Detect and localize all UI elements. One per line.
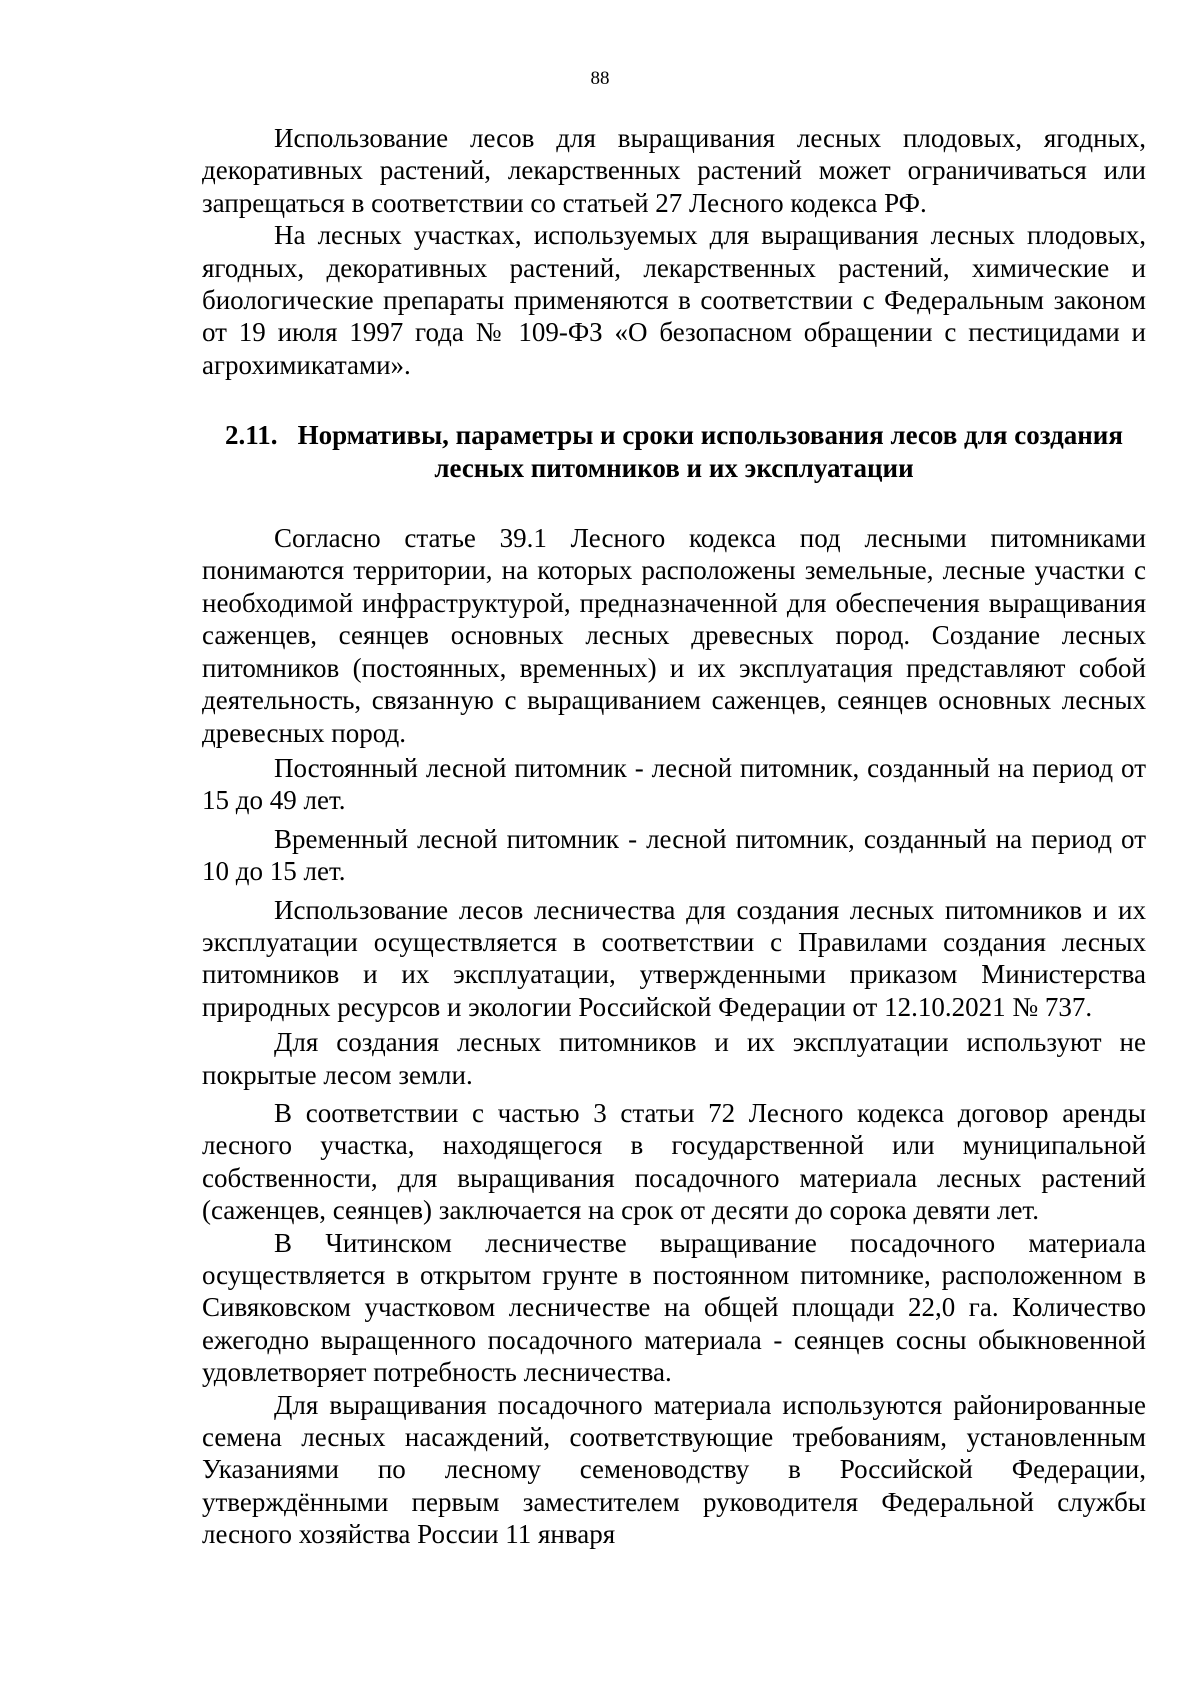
body-paragraph-1: Согласно статье 39.1 Лесного кодекса под лесными питомниками понимаются территории, на которых расположены земельные, лесные участки с необходимой инфраструктурой, предназначенной для обеспечения выращивания саженцев, сеянцев основных лесных древесных пород. Создание лесных питомников (постоянных, временных) и их эксплуатация представляют собой деятельность, связанную с выращиванием саженцев, сеянцев основных лесных древесных пород.: [202, 523, 1146, 748]
intro-paragraph-2: На лесных участках, используемых для выращивания лесных плодовых, ягодных, декоративных растений, лекарственных растений, химические и биологические препараты применяются в соответствии с Федеральным законом от 19 июля 1997 года № 109-ФЗ «О безопасном обращении с пестицидами и агрохимикатами».: [202, 220, 1146, 380]
body-paragraph-7: В Читинском лесничестве выращивание посадочного материала осуществляется в открытом грунте в постоянном питомнике, расположенном в Сивяковском участковом лесничестве на общей площади 22,0 га. Количество ежегодно выращенного посадочного материала - сеянцев сосны обыкновенной удовлетворяет потребность лесничества.: [202, 1227, 1146, 1388]
body-paragraph-6: В соответствии с частью 3 статьи 72 Лесного кодекса договор аренды лесного участка, находящегося в государственной или муниципальной собственности, для выращивания посадочного материала лесных растений (саженцев, сеянцев) заключается на срок от десяти до сорока девяти лет.: [202, 1097, 1146, 1226]
body-paragraph-4: Использование лесов лесничества для создания лесных питомников и их эксплуатации осуществляется в соответствии с Правилами создания лесных питомников и их эксплуатации, утвержденными приказом Министерства природных ресурсов и экологии Российской Федерации от 12.10.2021 № 737.: [202, 894, 1146, 1022]
section-title: Нормативы, параметры и сроки использования лесов для создания лесных питомников и их эксплуатации: [297, 420, 1123, 483]
document-body: [202, 122, 1146, 1551]
body-paragraph-5: Для создания лесных питомников и их эксплуатации используют не покрытые лесом земли.: [202, 1027, 1146, 1090]
body-paragraph-8: Для выращивания посадочного материала используются районированные семена лесных насаждений, соответствующие требованиям, установленным Указаниями по лесному семеноводству в Российской Федерации, утверждёнными первым заместителем руководителя Федеральной службы лесного хозяйства России 11 января: [202, 1389, 1146, 1550]
section-heading: [202, 419, 1146, 484]
page-number: 88: [590, 68, 610, 89]
intro-paragraph-1: Использование лесов для выращивания лесных плодовых, ягодных, декоративных растений, лекарственных растений может ограничиваться или запрещаться в соответствии со статьей 27 Лесного кодекса РФ.: [202, 123, 1146, 218]
body-paragraph-3: Временный лесной питомник - лесной питомник, созданный на период от 10 до 15 лет.: [202, 823, 1146, 887]
body-paragraph-2: Постоянный лесной питомник - лесной питомник, созданный на период от 15 до 49 лет.: [202, 752, 1146, 816]
section-number: 2.11.: [225, 420, 278, 451]
